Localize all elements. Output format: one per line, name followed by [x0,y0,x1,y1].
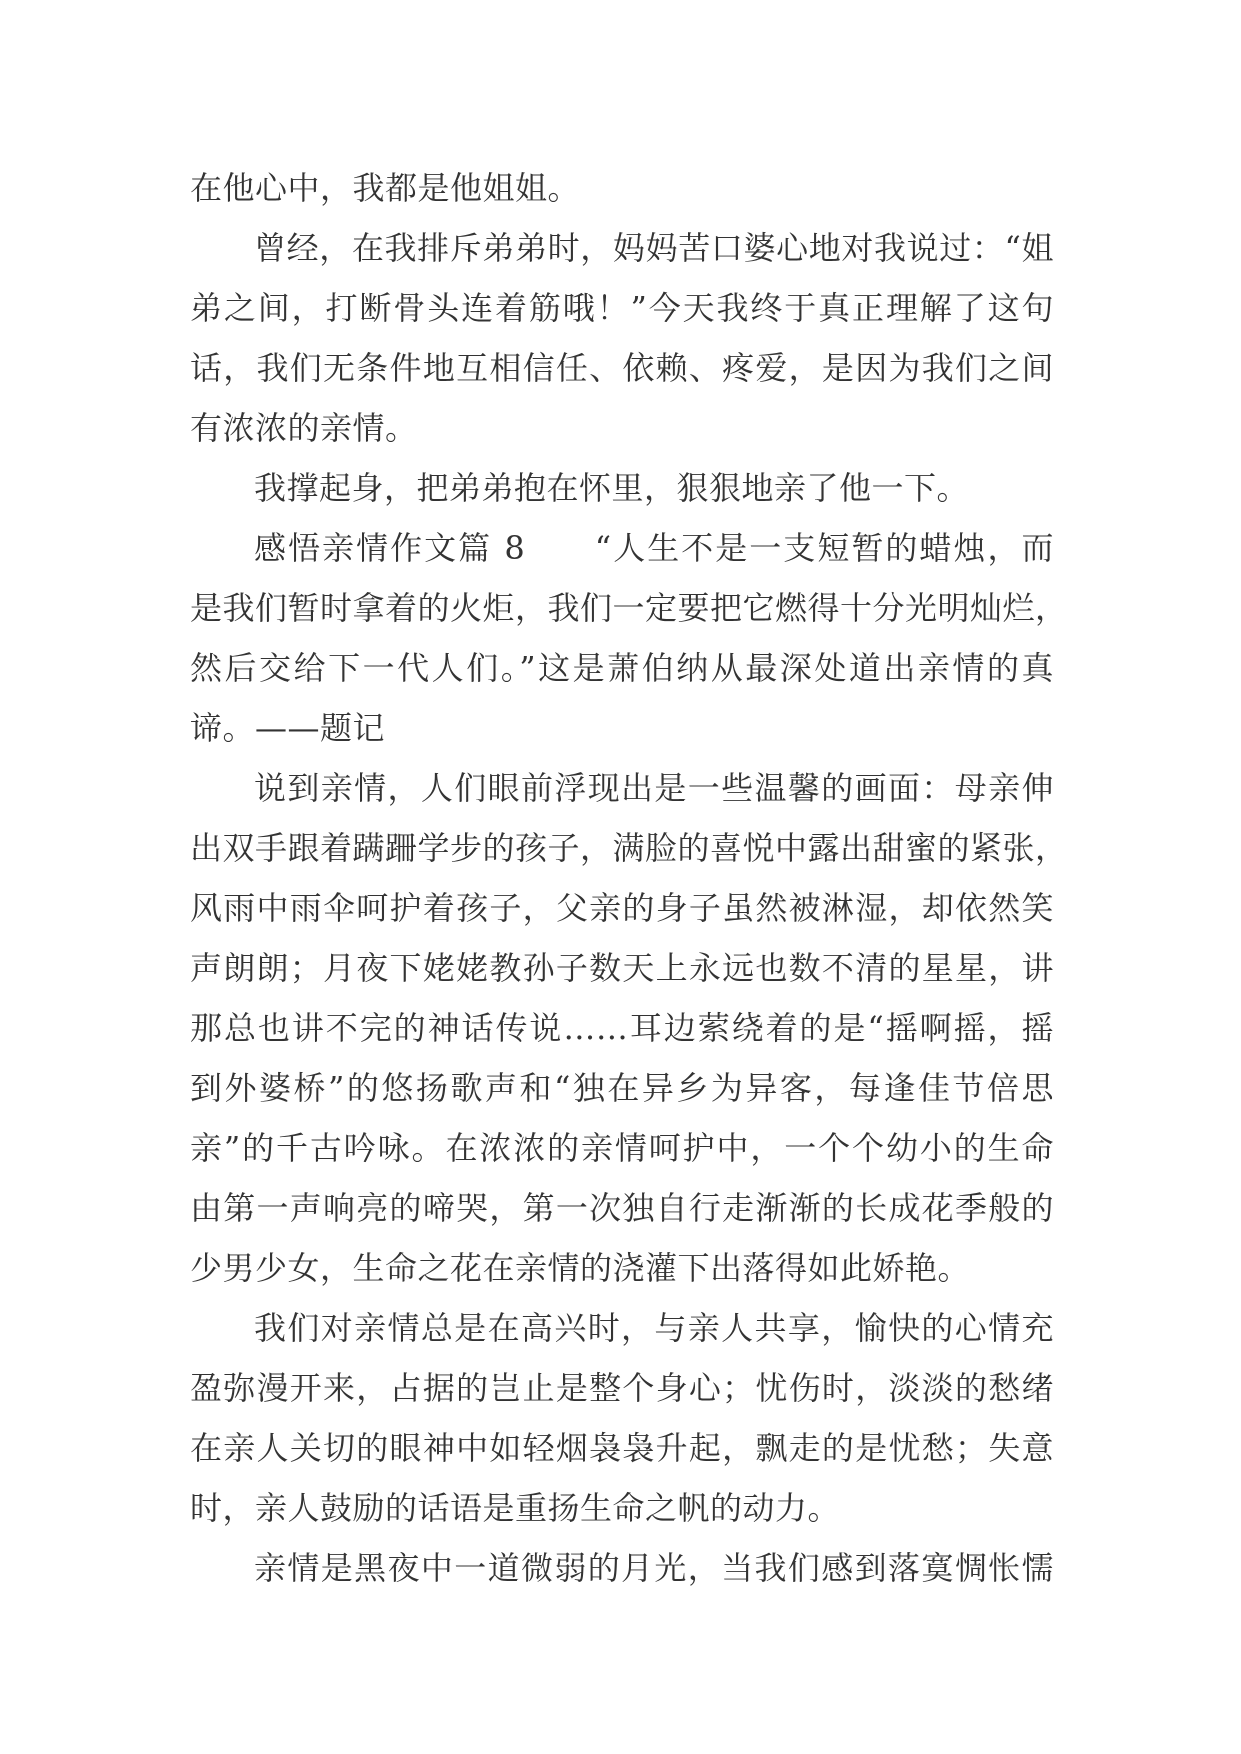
text-line: 在他心中，我都是他姐姐。 [190,169,581,207]
text-line: 然后交给下一代人们。”这是萧伯纳从最深处道出亲情的真 [190,649,1054,687]
text-line: 少男少女，生命之花在亲情的浇灌下出落得如此娇艳。 [190,1249,971,1287]
text-line: 声朗朗；月夜下姥姥教孙子数天上永远也数不清的星星，讲 [190,949,1054,987]
text-line: 曾经，在我排斥弟弟时，妈妈苦口婆心地对我说过：“姐 [254,229,1054,267]
text-line: 我撑起身，把弟弟抱在怀里，狠狠地亲了他一下。 [254,469,970,507]
section-heading-line: 感悟亲情作文篇 8 “人生不是一支短暂的蜡烛，而 [254,529,1054,567]
text-line: 谛。——题记 [190,709,386,747]
article-body [190,158,1068,1598]
text-line: 亲”的千古吟咏。在浓浓的亲情呵护中，一个个幼小的生命 [190,1129,1054,1167]
text-line: 亲情是黑夜中一道微弱的月光，当我们感到落寞惆怅懦 [254,1549,1054,1587]
text-line: 在亲人关切的眼神中如轻烟袅袅升起，飘走的是忧愁；失意 [190,1429,1054,1467]
text-line: 说到亲情，人们眼前浮现出是一些温馨的画面：母亲伸 [254,769,1054,807]
text-line: 那总也讲不完的神话传说……耳边萦绕着的是“摇啊摇，摇 [190,1009,1054,1047]
text-line: 出双手跟着蹒跚学步的孩子，满脸的喜悦中露出甜蜜的紧张， [190,829,1068,867]
text-line: 有浓浓的亲情。 [190,409,418,447]
text-line: 到外婆桥”的悠扬歌声和“独在异乡为异客，每逢佳节倍思 [190,1069,1054,1107]
text-line: 由第一声响亮的啼哭，第一次独自行走渐渐的长成花季般的 [190,1189,1054,1227]
text-line: 时，亲人鼓励的话语是重扬生命之帆的动力。 [190,1489,841,1527]
text-line: 我们对亲情总是在高兴时，与亲人共享，愉快的心情充 [254,1309,1054,1347]
text-line: 盈弥漫开来，占据的岂止是整个身心；忧伤时，淡淡的愁绪 [190,1369,1054,1407]
text-line: 弟之间，打断骨头连着筋哦！”今天我终于真正理解了这句 [190,289,1054,327]
text-line: 风雨中雨伞呵护着孩子，父亲的身子虽然被淋湿，却依然笑 [190,889,1054,927]
text-line: 话，我们无条件地互相信任、依赖、疼爱，是因为我们之间 [190,349,1054,387]
text-line: 是我们暂时拿着的火炬，我们一定要把它燃得十分光明灿烂， [190,589,1068,627]
